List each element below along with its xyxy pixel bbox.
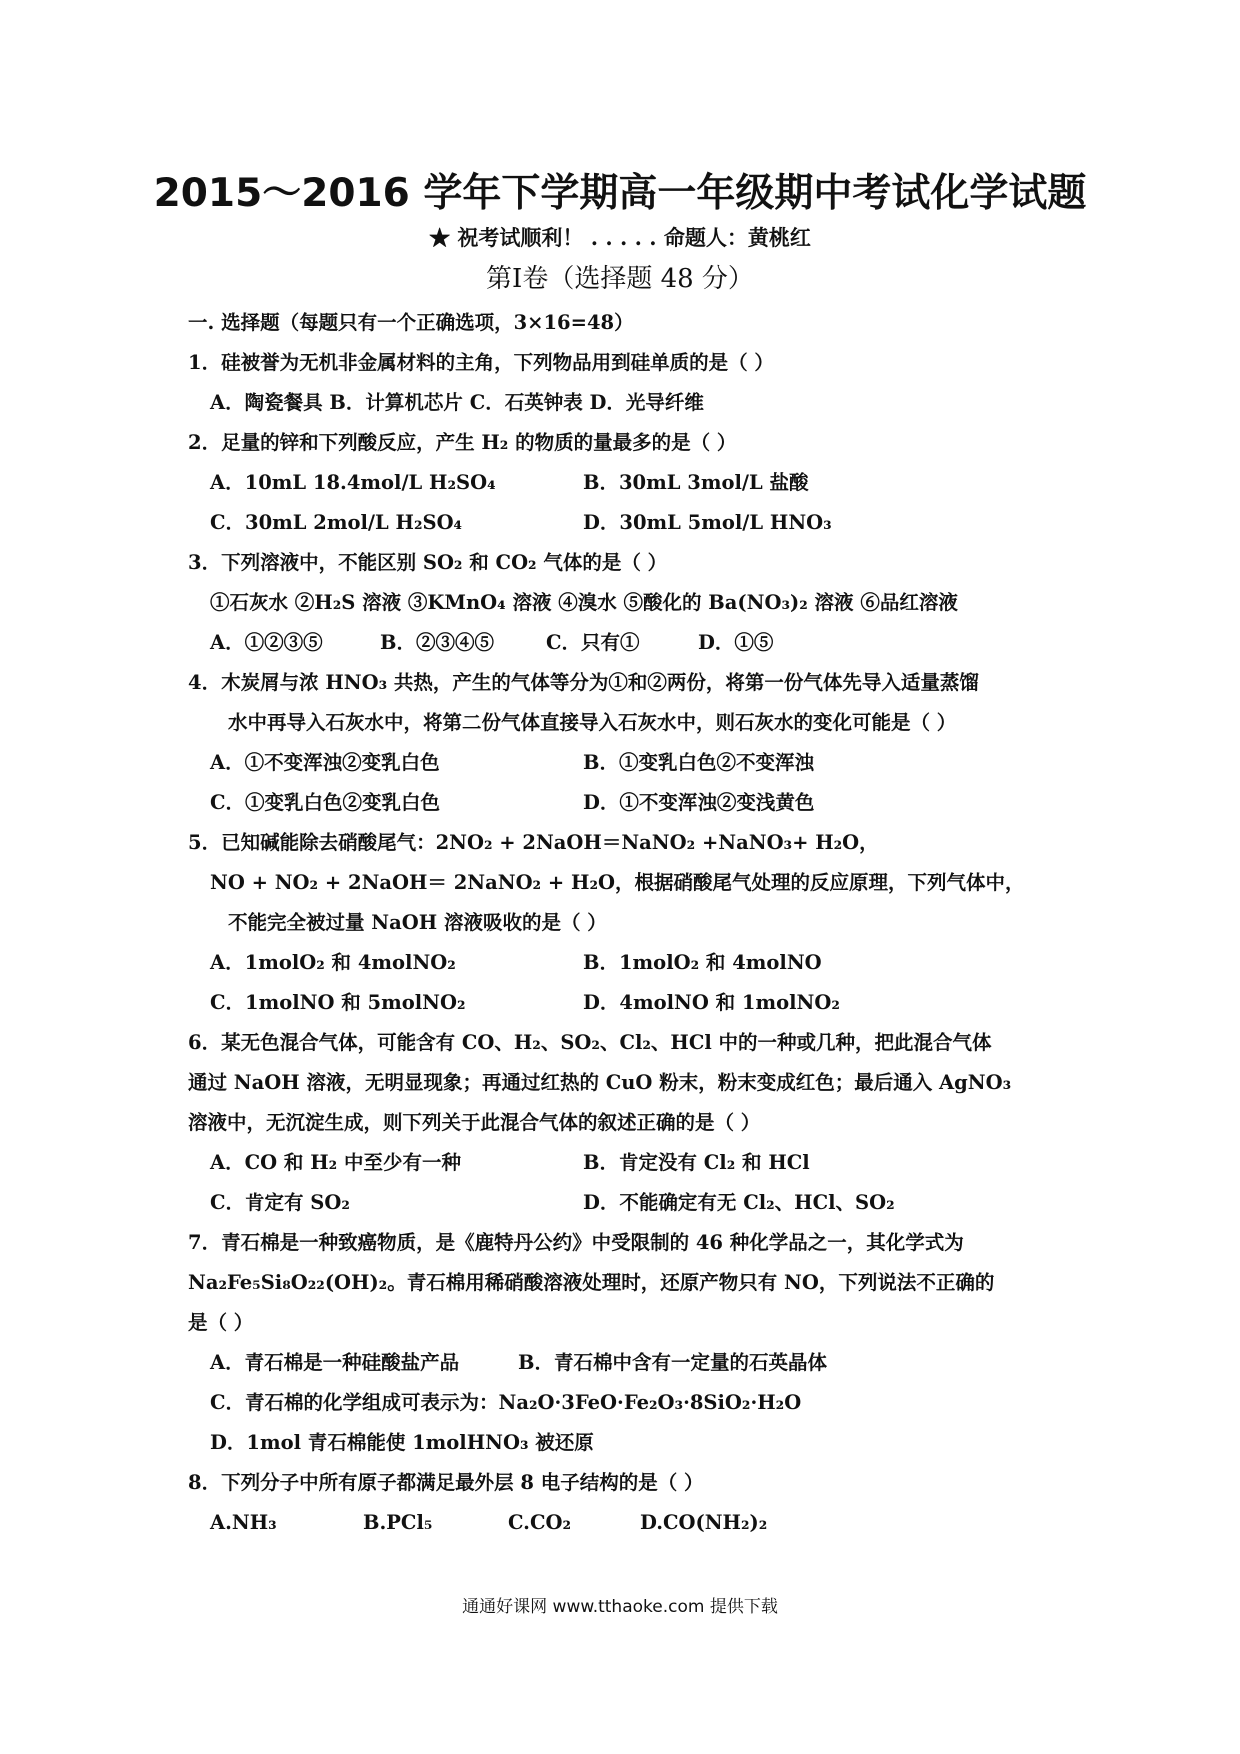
question-6-row-1 [188,1143,1068,1183]
question-4-stem: 4．木炭屑与浓 HNO₃ 共热，产生的气体等分为①和②两份，将第一份气体先导入适量蒸馏 [188,671,979,694]
question-5-option-d: D．4molNO 和 1molNO₂ [583,991,840,1014]
question-2-option-c: C．30mL 2mol/L H₂SO₄ [210,511,463,534]
question-5-stem-cont-1: NO + NO₂ + 2NaOH＝ 2NaNO₂ + H₂O，根据硝酸尾气处理的反应原理，下列气体中， [210,871,1025,894]
question-4-option-b: B．①变乳白色②不变浑浊 [583,751,814,774]
question-5-option-b: B．1molO₂ 和 4molNO [583,951,822,974]
question-3-stem: 3．下列溶液中，不能区别 SO₂ 和 CO₂ 气体的是（ ） [188,551,668,574]
question-6-option-c: C．肯定有 SO₂ [210,1191,350,1214]
question-3-list: ①石灰水 ②H₂S 溶液 ③KMnO₄ 溶液 ④溴水 ⑤酸化的 Ba(NO₃)₂ 溶液 ⑥品红溶液 [210,591,958,614]
question-3-options [188,623,1068,663]
question-3-option-a: A．①②③⑤ [210,631,323,654]
question-list [188,303,1068,1543]
question-4-row-2 [188,783,1068,823]
question-5-stem-cont-2: 不能完全被过量 NaOH 溶液吸收的是（ ） [228,911,607,934]
footer-source: 通通好课网 www.tthaoke.com 提供下载 [462,1597,778,1617]
question-2-stem: 2．足量的锌和下列酸反应，产生 H₂ 的物质的量最多的是（ ） [188,431,737,454]
question-8-stem: 8．下列分子中所有原子都满足最外层 8 电子结构的是（ ） [188,1471,704,1494]
question-7-option-b: B．青石棉中含有一定量的石英晶体 [518,1351,827,1374]
question-7-option-a: A．青石棉是一种硅酸盐产品 [210,1351,460,1374]
question-8-option-b: B.PCl₅ [363,1511,433,1534]
question-6-option-d: D．不能确定有无 Cl₂、HCl、SO₂ [583,1191,895,1214]
question-7-option-d: D．1mol 青石棉能使 1molHNO₃ 被还原 [210,1431,594,1454]
question-7-option-c: C．青石棉的化学组成可表示为：Na₂O·3FeO·Fe₂O₃·8SiO₂·H₂O [210,1391,802,1414]
question-2-row-2 [188,503,1068,543]
question-6-option-a: A．CO 和 H₂ 中至少有一种 [210,1151,461,1174]
question-2-option-d: D．30mL 5mol/L HNO₃ [583,511,832,534]
question-4-stem-cont: 水中再导入石灰水中，将第二份气体直接导入石灰水中，则石灰水的变化可能是（ ） [228,711,957,734]
question-8-option-a: A.NH₃ [210,1511,277,1534]
question-5-stem: 5．已知碱能除去硝酸尾气：2NO₂ + 2NaOH＝NaNO₂ +NaNO₃+ H₂O， [188,831,879,854]
question-1-options: A．陶瓷餐具 B．计算机芯片 C．石英钟表 D．光导纤维 [210,391,704,414]
question-7-row-1 [188,1343,1068,1383]
question-8-option-d: D.CO(NH₂)₂ [640,1511,768,1534]
question-3-option-b: B．②③④⑤ [380,631,494,654]
question-5-option-c: C．1molNO 和 5molNO₂ [210,991,466,1014]
question-3-option-d: D．①⑤ [698,631,774,654]
question-5-option-a: A．1molO₂ 和 4molNO₂ [210,951,456,974]
section-title: 第Ⅰ卷（选择题 48 分） [486,264,754,294]
question-2-option-b: B．30mL 3mol/L 盐酸 [583,471,809,494]
exam-subtitle: ★ 祝考试顺利！ . . . . . 命题人：黄桃红 [429,225,811,250]
question-6-row-2 [188,1183,1068,1223]
question-2-row-1 [188,463,1068,503]
question-4-option-c: C．①变乳白色②变乳白色 [210,791,441,814]
question-3-option-c: C．只有① [546,631,640,654]
question-6-option-b: B．肯定没有 Cl₂ 和 HCl [583,1151,810,1174]
question-4-option-d: D．①不变浑浊②变浅黄色 [583,791,815,814]
question-6-stem-cont-1: 通过 NaOH 溶液，无明显现象；再通过红热的 CuO 粉末，粉末变成红色；最后通入 AgNO₃ [188,1071,1012,1094]
question-5-row-1 [188,943,1068,983]
question-7-stem-cont-2: 是（ ） [188,1311,254,1334]
question-8-option-c: C.CO₂ [508,1511,572,1534]
question-5-row-2 [188,983,1068,1023]
question-6-stem-cont-2: 溶液中，无沉淀生成，则下列关于此混合气体的叙述正确的是（ ） [188,1111,761,1134]
question-2-option-a: A．10mL 18.4mol/L H₂SO₄ [210,471,496,494]
instructions: 一. 选择题（每题只有一个正确选项，3×16=48） [188,311,634,334]
question-4-option-a: A．①不变浑浊②变乳白色 [210,751,440,774]
question-7-stem-cont-1: Na₂Fe₅Si₈O₂₂(OH)₂。青石棉用稀硝酸溶液处理时，还原产物只有 NO，下列说法不正确的 [188,1271,995,1294]
question-6-stem: 6．某无色混合气体，可能含有 CO、H₂、SO₂、Cl₂、HCl 中的一种或几种，把此混合气体 [188,1031,992,1054]
question-7-stem: 7．青石棉是一种致癌物质，是《鹿特丹公约》中受限制的 46 种化学品之一，其化学式为 [188,1231,964,1254]
question-8-options [188,1503,1068,1543]
exam-title: 2015～2016 学年下学期高一年级期中考试化学试题 [153,171,1087,216]
question-4-row-1 [188,743,1068,783]
question-1-stem: 1．硅被誉为无机非金属材料的主角，下列物品用到硅单质的是（ ） [188,351,774,374]
